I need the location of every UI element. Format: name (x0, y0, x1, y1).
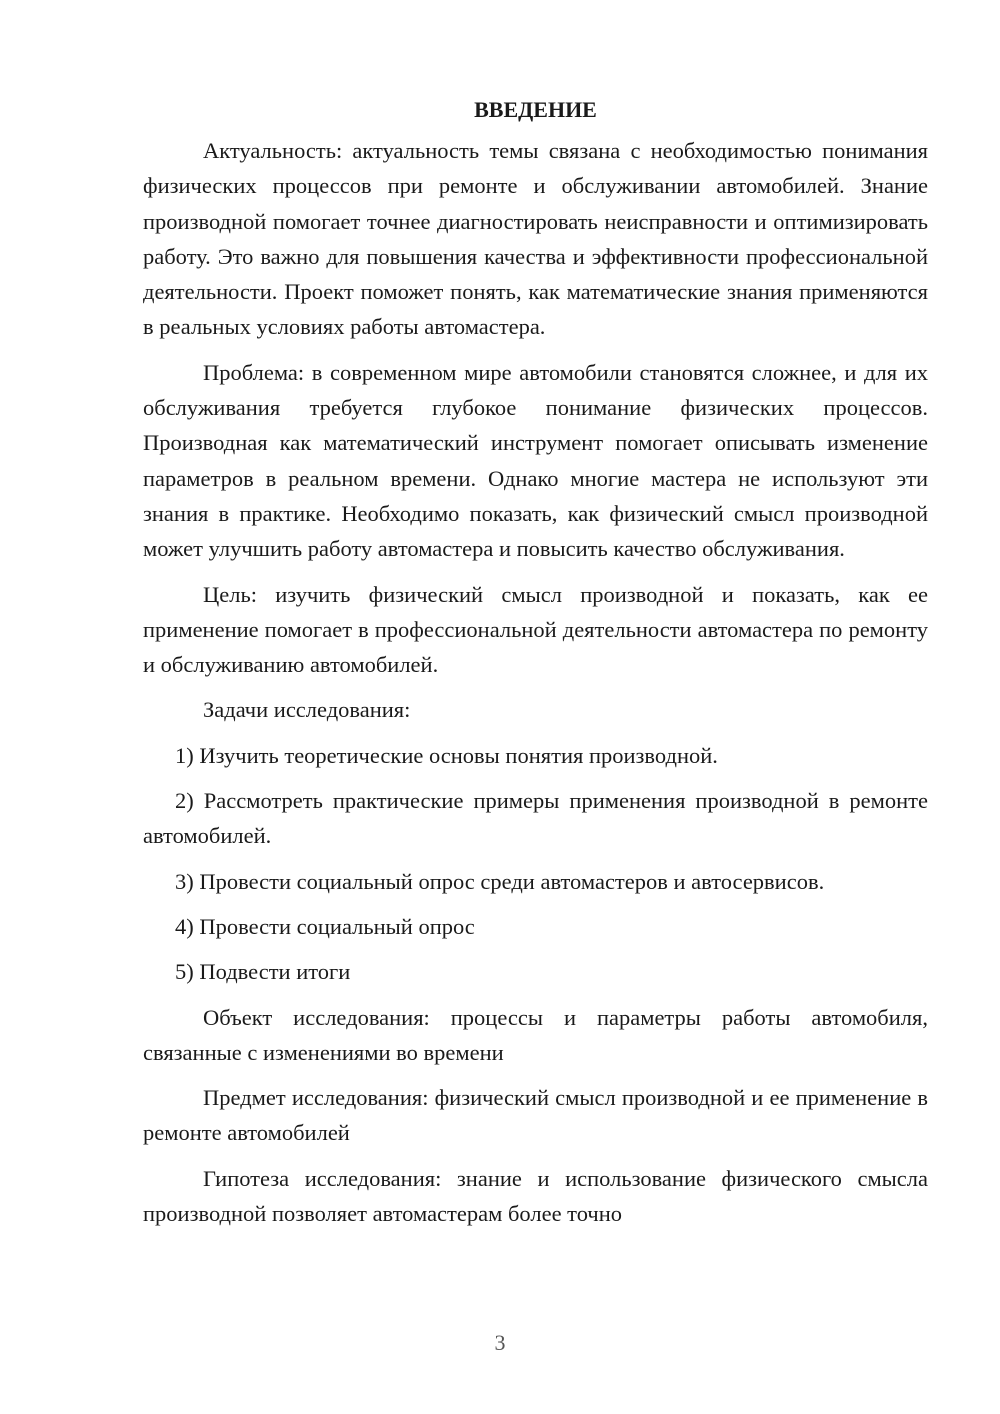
task-item: 5) Подвести итоги (175, 959, 351, 985)
goal-paragraph: Цель: изучить физический смысл производной и показать, как ее применение помогает в профессиональной деятельности автомастера по ремонту и обслуживанию автомобилей. (143, 581, 928, 678)
subject-paragraph: Предмет исследования: физический смысл производной и ее применение в ремонте автомобилей (143, 1085, 928, 1146)
section-title: ВВЕДЕНИЕ (474, 97, 597, 122)
hypothesis-paragraph: Гипотеза исследования: знание и использование физического смысла производной позволяет автомастерам более точно (143, 1165, 928, 1227)
problem-paragraph: Проблема: в современном мире автомобили становятся сложнее, и для их обслуживания требуется глубокое понимание физических процессов. Производная как математический инструмент помогает описывать изменение параметров в реальном времени. Однако многие мастера не используют эти знания в практике. Необходимо показать, как физический смысл производной может улучшить работу автомастера и повысить качество обслуживания. (143, 359, 928, 562)
task-item: 4) Провести социальный опрос (175, 913, 475, 939)
page-number: 3 (494, 1330, 506, 1355)
relevance-paragraph: Актуальность: актуальность темы связана с необходимостью понимания физических процессов при ремонте и обслуживании автомобилей. Знание производной помогает точнее диагностировать неисправности и оптимизировать работу. Это важно для повышения качества и эффективности профессиональной деятельности. Проект поможет понять, как математические знания применяются в реальных условиях работы автомастера. (143, 138, 928, 340)
object-paragraph: Объект исследования: процессы и параметры работы автомобиля, связанные с изменениями во времени (143, 1004, 928, 1065)
task-item: 1) Изучить теоретические основы понятия производной. (175, 742, 718, 768)
document-page (143, 92, 928, 1231)
task-item: 3) Провести социальный опрос среди автомастеров и автосервисов. (175, 868, 825, 894)
task-item: 2) Рассмотреть практические примеры применения производной в ремонте автомобилей. (143, 788, 928, 849)
tasks-heading: Задачи исследования: (203, 697, 411, 723)
